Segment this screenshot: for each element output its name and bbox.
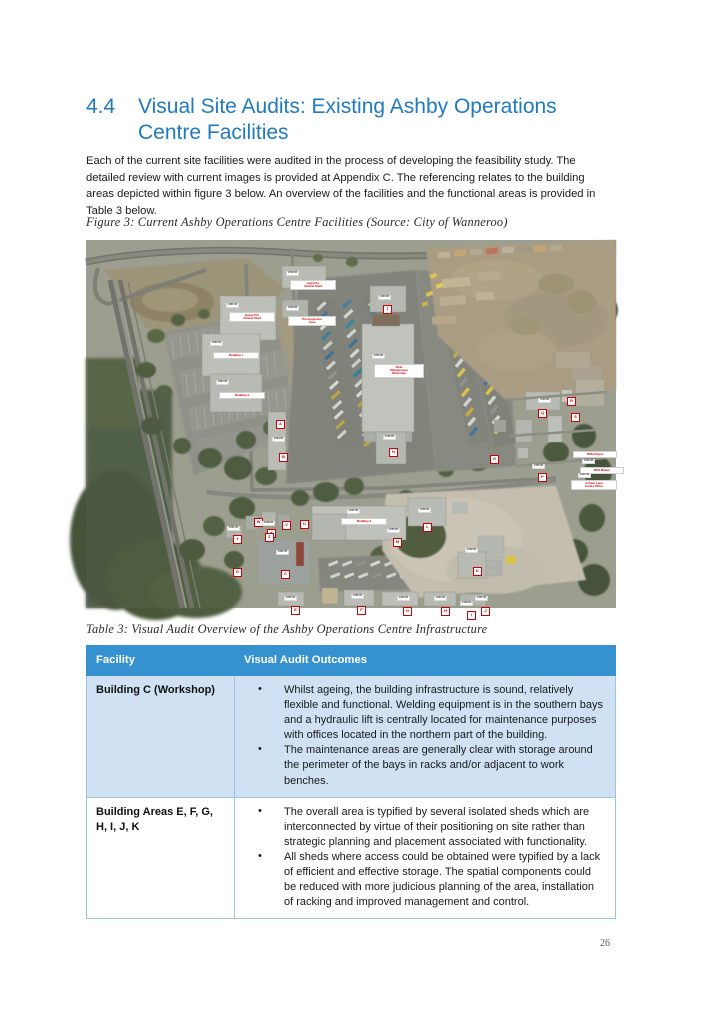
audit-outcomes bbox=[235, 676, 616, 798]
table-row bbox=[87, 676, 616, 798]
map-area-code: 1254.00 bbox=[436, 596, 446, 600]
map-area-code: 1324.00 bbox=[380, 295, 390, 299]
map-area-code: 1345.00 bbox=[584, 459, 594, 463]
map-building-label: Heavy Pre Vehicle Shed bbox=[229, 312, 275, 322]
map-area-code: 1255.00 bbox=[389, 528, 399, 532]
section-title: Visual Site Audits: Existing Ashby Operations Centre Facilities bbox=[138, 95, 557, 145]
table-header-row bbox=[87, 646, 616, 676]
map-building-label: RSS Master bbox=[580, 467, 624, 474]
map-marker-b: B bbox=[279, 453, 288, 462]
map-area-code: 1250.00 bbox=[385, 435, 395, 439]
list-item: • Whilst ageing, the building infrastructure is sound, relatively flexible and functional. Welding equipment is in the southern bays and a hydraulic lift is centrally located for maintenance purposes with offices located in the northern part of the building. bbox=[244, 683, 606, 743]
map-marker-j: J bbox=[481, 607, 490, 616]
map-marker-r: R bbox=[567, 397, 576, 406]
column-header-outcomes: Visual Audit Outcomes bbox=[235, 646, 616, 676]
visual-audit-table bbox=[86, 645, 616, 919]
intro-paragraph: Each of the current site facilities were audited in the process of developing the feasibility study. The detailed review with current images is provided at Appendix C. The referencing relates to the building areas depicted within figure 3 below. An overview of the facilities and the functional areas is provided in Table 3 below. bbox=[86, 155, 596, 217]
map-building-label: Building 1 bbox=[213, 352, 259, 359]
map-area-code: 1301.00 bbox=[228, 303, 238, 307]
map-marker-v: V bbox=[282, 521, 291, 530]
map-marker-w: W bbox=[254, 518, 263, 527]
map-building-label: Pre Inspection Area bbox=[288, 316, 336, 326]
map-area-code: 1323.00 bbox=[288, 306, 298, 310]
map-area-code: 1302.00 bbox=[288, 271, 298, 275]
map-marker-c: C bbox=[281, 570, 290, 579]
map-marker-e: E bbox=[291, 606, 300, 615]
map-area-code: 1255.00 bbox=[286, 596, 296, 600]
map-building-label: Building 3 bbox=[341, 518, 387, 525]
map-area-code: 1341.00 bbox=[580, 473, 590, 477]
map-building-label: Fleet Maintenance Workshop bbox=[374, 364, 424, 378]
map-marker-p: P bbox=[538, 473, 547, 482]
map-marker-n: N bbox=[389, 448, 398, 457]
aerial-photograph bbox=[86, 240, 616, 617]
list-item: • All sheds where access could be obtained were typified by a lack of efficient and effective storage. The spatial components could be reduced with more judicious planning of the area, installation of racking and improved management and control. bbox=[244, 850, 606, 910]
map-area-code: 1252.00 bbox=[467, 548, 477, 552]
map-area-code: 1250.00 bbox=[374, 354, 384, 358]
audit-outcomes bbox=[235, 797, 616, 919]
table-head bbox=[87, 646, 616, 676]
list-item: • The overall area is typified by several isolated sheds which are interconnected by virtue of their positioning on site rather than strategic planning and placement associated with functionality. bbox=[244, 805, 606, 850]
map-area-code: 1344.00 bbox=[274, 437, 284, 441]
section-heading bbox=[86, 94, 606, 146]
column-header-facility: Facility bbox=[87, 646, 235, 676]
map-area-code: 1303.00 bbox=[212, 341, 222, 345]
map-marker-u: U bbox=[300, 520, 309, 529]
map-area-code: 1250.00 bbox=[540, 398, 550, 402]
map-marker-d: D bbox=[233, 568, 242, 577]
map-area-code: 1254.00 bbox=[399, 596, 409, 600]
map-area-code: 1351.00 bbox=[278, 550, 288, 554]
map-marker-k: K bbox=[473, 567, 482, 576]
figure-caption: Figure 3: Current Ashby Operations Centre Facilities (Source: City of Wanneroo) bbox=[86, 215, 508, 229]
map-marker-t: T bbox=[383, 305, 392, 314]
map-marker-f: F bbox=[357, 606, 366, 615]
table-body bbox=[87, 676, 616, 919]
map-marker-s: S bbox=[571, 413, 580, 422]
map-marker-l: L bbox=[423, 523, 432, 532]
facility-name: Building C (Workshop) bbox=[87, 676, 235, 798]
map-marker-o: O bbox=[490, 455, 499, 464]
map-marker-i: I bbox=[467, 611, 476, 620]
map-marker-y: Y bbox=[233, 535, 242, 544]
map-area-code: 1256.00 bbox=[420, 508, 430, 512]
map-building-label: Light Pre Vehicle Shed bbox=[290, 280, 336, 290]
map-area-code: 1325.00 bbox=[534, 464, 544, 468]
map-marker-z: Z bbox=[265, 533, 274, 542]
facility-name: Building Areas E, F, G, H, I, J, K bbox=[87, 797, 235, 919]
map-building-label: Ashton Lane Centre Office bbox=[571, 480, 617, 490]
section-number: 4.4 bbox=[86, 95, 116, 119]
map-area-code: 1251.00 bbox=[229, 526, 239, 530]
map-area-code: 1347.00 bbox=[477, 596, 487, 600]
map-area-code: 1302.00 bbox=[218, 380, 228, 384]
map-area-code: 1348.00 bbox=[264, 521, 274, 525]
map-area-code: 1448.00 bbox=[462, 601, 472, 605]
list-item: • The maintenance areas are generally clear with storage around the perimeter of the bays in racks and/or adjacent to work benches. bbox=[244, 743, 606, 788]
map-marker-m: M bbox=[393, 538, 402, 547]
table-caption: Table 3: Visual Audit Overview of the Ashby Operations Centre Infrastructure bbox=[86, 622, 488, 636]
map-marker-h: H bbox=[441, 607, 450, 616]
map-marker-a: A bbox=[276, 420, 285, 429]
aerial-photo-graphic bbox=[86, 240, 616, 608]
page-number: 26 bbox=[600, 938, 610, 949]
map-building-label: RSS Project bbox=[573, 451, 617, 458]
map-marker-g: G bbox=[403, 607, 412, 616]
map-area-code: 1252.00 bbox=[349, 509, 359, 513]
outcome-list bbox=[244, 805, 606, 911]
table-row bbox=[87, 797, 616, 919]
map-building-label: Building 2 bbox=[219, 392, 265, 399]
map-area-code: 1256.00 bbox=[353, 594, 363, 598]
outcome-list bbox=[244, 683, 606, 789]
map-marker-q: Q bbox=[538, 409, 547, 418]
